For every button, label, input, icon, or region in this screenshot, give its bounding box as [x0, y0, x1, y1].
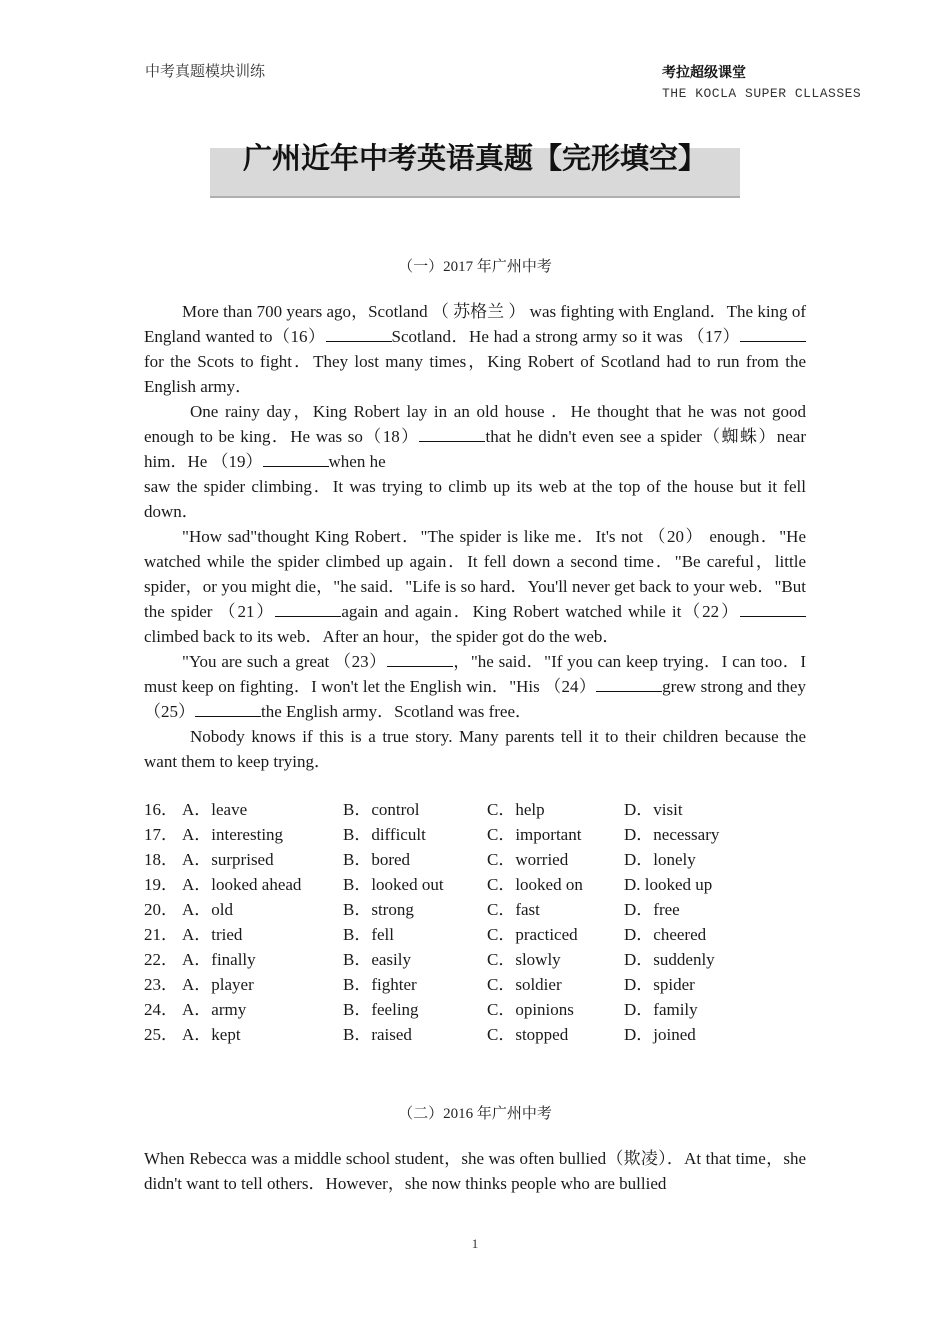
option-b[interactable]: B．control	[343, 800, 420, 819]
option-row-19	[144, 872, 806, 897]
option-d[interactable]: D．cheered	[624, 925, 707, 944]
option-row-16	[144, 797, 806, 822]
option-b[interactable]: B．strong	[343, 900, 414, 919]
page-number: 1	[471, 1236, 479, 1251]
option-row-20	[144, 897, 806, 922]
question-number: 20．	[144, 900, 178, 919]
text: for the Scots to fight．They lost many times，King Robert of Scotland had to run from the English army．	[144, 352, 806, 396]
option-row-25	[144, 1022, 806, 1047]
option-row-17	[144, 822, 806, 847]
option-b[interactable]: B．raised	[343, 1025, 412, 1044]
option-row-18	[144, 847, 806, 872]
option-c[interactable]: C．slowly	[487, 950, 561, 969]
option-a[interactable]: A．tried	[182, 925, 243, 944]
option-c[interactable]: C．soldier	[487, 975, 562, 994]
option-b[interactable]: B．looked out	[343, 875, 444, 894]
option-a[interactable]: A．old	[182, 900, 233, 919]
paragraph-4	[144, 524, 806, 649]
paragraph-5	[144, 649, 806, 724]
section-1-heading: （一）2017 年广州中考	[398, 259, 552, 275]
option-c[interactable]: C．practiced	[487, 925, 578, 944]
option-b[interactable]: B．fell	[343, 925, 394, 944]
question-number: 16．	[144, 800, 178, 819]
option-a[interactable]: A．kept	[182, 1025, 241, 1044]
option-d[interactable]: D．visit	[624, 800, 683, 819]
question-number: 18．	[144, 850, 178, 869]
header-left: 中考真题模块训练	[145, 62, 266, 80]
option-b[interactable]: B．bored	[343, 850, 411, 869]
option-c[interactable]: C．important	[487, 825, 582, 844]
option-d[interactable]: D．necessary	[624, 825, 720, 844]
header-brand-cn: 考拉超级课堂	[662, 65, 746, 81]
question-number: 22．	[144, 950, 178, 969]
option-c[interactable]: C．opinions	[487, 1000, 574, 1019]
text: "How sad"thought King Robert．"The spider is like me．It's not （20） enough．"He watched while the spider climbed up again．It fell down a second time．"Be careful，little spider，or you might die，"he said．"Life is so hard．You'll never get back to your web．"But the spider （21）	[144, 527, 806, 621]
option-row-22	[144, 947, 806, 972]
page-title: 广州近年中考英语真题【完形填空】	[242, 141, 707, 175]
paragraph-1: When Rebecca was a middle school student，she was often bullied（欺凌）．At that time，she didn't want to tell others．However，she now thinks people who are bullied	[144, 1149, 806, 1193]
option-a[interactable]: A．surprised	[182, 850, 274, 869]
option-a[interactable]: A．army	[182, 1000, 247, 1019]
question-number: 24．	[144, 1000, 178, 1019]
header-brand-en: THE KOCLA SUPER CLLASSES	[662, 86, 862, 101]
section-2-passage	[144, 1146, 806, 1196]
option-d[interactable]: D．family	[624, 1000, 698, 1019]
option-d[interactable]: D. looked up	[624, 875, 713, 894]
question-number: 21．	[144, 925, 178, 944]
paragraph-3: saw the spider climbing．It was trying to climb up its web at the top of the house but it fell down．	[144, 477, 806, 521]
text: climbed back to its web．After an hour，the spider got do the web．	[144, 627, 620, 646]
text: the English army．Scotland was free．	[261, 702, 532, 721]
answer-options	[144, 797, 806, 1047]
blank-23[interactable]	[387, 652, 453, 667]
option-b[interactable]: B．easily	[343, 950, 411, 969]
blank-24[interactable]	[596, 677, 662, 692]
option-b[interactable]: B．difficult	[343, 825, 426, 844]
option-d[interactable]: D．free	[624, 900, 680, 919]
blank-18[interactable]	[419, 427, 485, 442]
paragraph-6: Nobody knows if this is a true story. Many parents tell it to their children because the want them to keep trying．	[144, 727, 806, 771]
blank-21[interactable]	[275, 602, 341, 617]
text: that he didn't even see a spider（蜘蛛）near him．He （19）	[144, 427, 806, 471]
section-2-heading: （二）2016 年广州中考	[398, 1106, 552, 1122]
blank-16[interactable]	[326, 327, 392, 342]
text: Scotland．He had a strong army so it was （17）	[391, 327, 740, 346]
option-c[interactable]: C．worried	[487, 850, 569, 869]
section-1-passage	[144, 299, 806, 774]
option-d[interactable]: D．spider	[624, 975, 695, 994]
option-b[interactable]: B．feeling	[343, 1000, 419, 1019]
paragraph-2	[144, 399, 806, 474]
blank-22[interactable]	[740, 602, 806, 617]
text: grew strong and they （25）	[144, 677, 806, 721]
blank-25[interactable]	[195, 702, 261, 717]
option-c[interactable]: C．help	[487, 800, 545, 819]
question-number: 25．	[144, 1025, 178, 1044]
paragraph-1	[144, 299, 806, 399]
option-a[interactable]: A．interesting	[182, 825, 284, 844]
question-number: 17．	[144, 825, 178, 844]
option-d[interactable]: D．joined	[624, 1025, 696, 1044]
blank-17[interactable]	[740, 327, 806, 342]
option-a[interactable]: A．finally	[182, 950, 256, 969]
option-d[interactable]: D．lonely	[624, 850, 696, 869]
text: One rainy day，King Robert lay in an old house ．He thought that he was not good enough to be king．He was so（18）	[144, 402, 806, 446]
blank-19[interactable]	[263, 452, 329, 467]
option-a[interactable]: A．player	[182, 975, 254, 994]
option-d[interactable]: D．suddenly	[624, 950, 715, 969]
text: "You are such a great （23）	[182, 652, 387, 671]
text: More than 700 years ago，Scotland （ 苏格兰 ） was fighting with England．The king of England wanted to（16）	[144, 302, 806, 346]
option-c[interactable]: C．stopped	[487, 1025, 569, 1044]
option-b[interactable]: B．fighter	[343, 975, 417, 994]
text: when he	[328, 452, 386, 471]
option-a[interactable]: A．looked ahead	[182, 875, 302, 894]
text: again and again．King Robert watched while it（22）	[341, 602, 740, 621]
option-c[interactable]: C．looked on	[487, 875, 583, 894]
text: ，"he said．"If you can keep trying．I can too．I must keep on fighting．I won't let the English win．"His （24）	[144, 652, 806, 696]
option-a[interactable]: A．leave	[182, 800, 248, 819]
option-row-21	[144, 922, 806, 947]
option-row-23	[144, 972, 806, 997]
question-number: 19．	[144, 875, 178, 894]
question-number: 23．	[144, 975, 178, 994]
option-c[interactable]: C．fast	[487, 900, 540, 919]
option-row-24	[144, 997, 806, 1022]
